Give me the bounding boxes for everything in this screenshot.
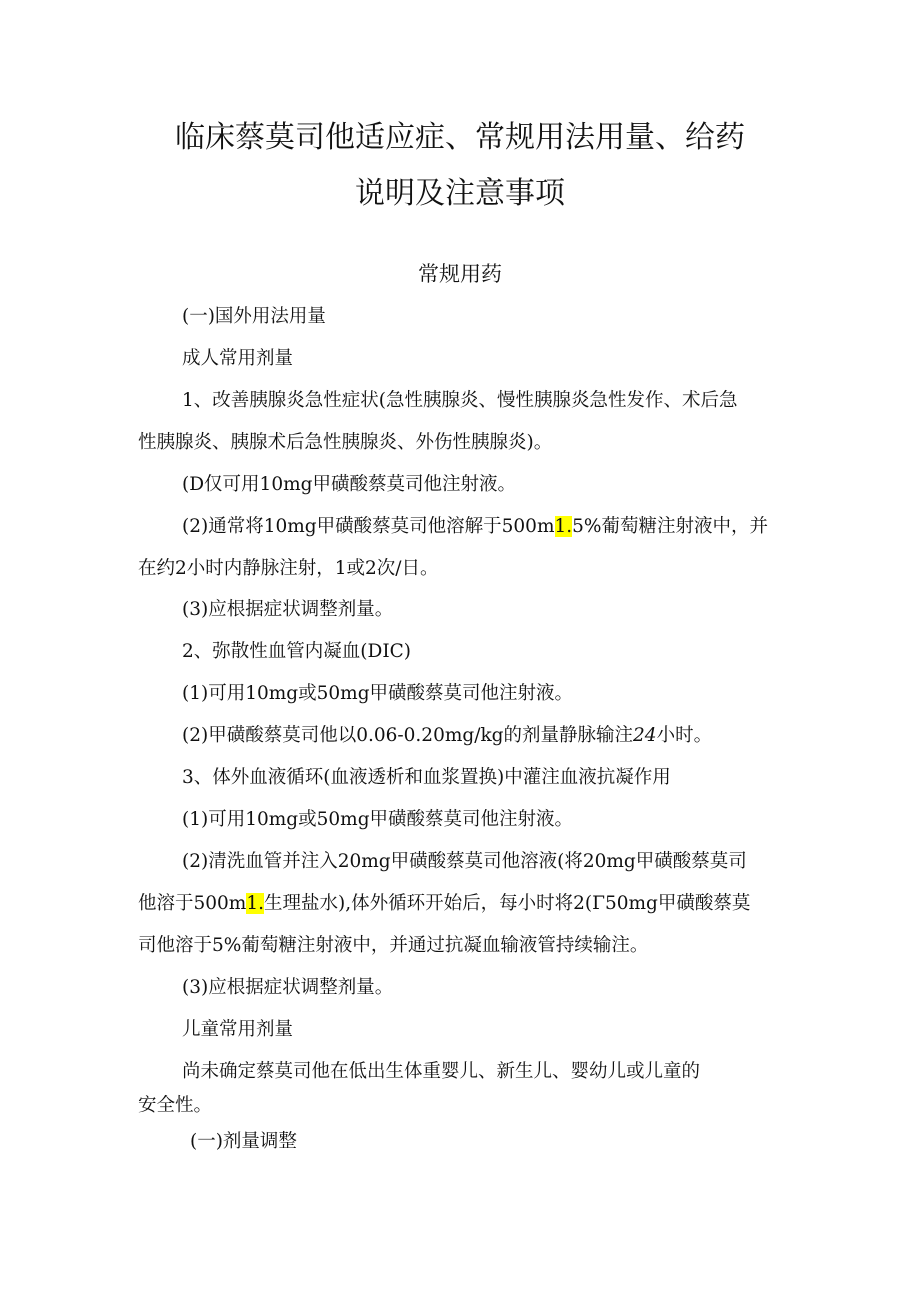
text-segment: 5%葡萄糖注射液中，并: [572, 516, 769, 537]
highlighted-text: 1.: [246, 893, 265, 914]
italic-text: 24: [633, 725, 657, 746]
paragraph-line: 司他溶于5%葡萄糖注射液中，并通过抗凝血输液管持续输注。: [138, 935, 649, 956]
paragraph-line: (一)国外用法用量: [182, 306, 326, 327]
paragraph-line: 成人常用剂量: [182, 348, 294, 369]
paragraph-line: [182, 515, 768, 539]
paragraph-line: 性胰腺炎、胰腺术后急性胰腺炎、外伤性胰腺炎)。: [138, 432, 553, 453]
paragraph-line: 尚未确定蔡莫司他在低出生体重婴儿、新生儿、婴幼儿或儿童的: [182, 1061, 701, 1082]
section-heading: 常规用药: [418, 262, 502, 286]
paragraph-line: (3)应根据症状调整剂量。: [182, 977, 394, 998]
text-segment: 他溶于500m: [138, 893, 247, 914]
paragraph-line: 安全性。: [138, 1095, 213, 1116]
paragraph-line: (3)应根据症状调整剂量。: [182, 599, 394, 620]
text-segment: (2)甲磺酸蔡莫司他以0.06-0.20mg/kg的剂量静脉输注: [182, 725, 634, 746]
paragraph-line: (2)清洗血管并注入20mg甲磺酸蔡莫司他溶液(将20mg甲磺酸蔡莫司: [182, 851, 747, 872]
paragraph-line: 3、体外血液循环(血液透析和血浆置换)中灌注血液抗凝作用: [182, 767, 671, 788]
highlighted-text: 1.: [554, 516, 573, 537]
document-title-line-2: 说明及注意事项: [355, 176, 565, 211]
paragraph-line: [182, 724, 712, 748]
paragraph-line: 2、弥散性血管内凝血(DIC): [182, 641, 412, 662]
paragraph-line: 在约2小时内静脉注射，1或2次/日。: [138, 558, 439, 579]
text-segment: (2)通常将10mg甲磺酸蔡莫司他溶解于500m: [182, 516, 555, 537]
paragraph-line: (1)可用10mg或50mg甲磺酸蔡莫司他注射液。: [182, 809, 574, 830]
paragraph-line: [138, 892, 750, 916]
paragraph-line: (1)可用10mg或50mg甲磺酸蔡莫司他注射液。: [182, 683, 574, 704]
paragraph-line: (一)剂量调整: [190, 1131, 297, 1152]
paragraph-line: 儿童常用剂量: [182, 1019, 294, 1040]
paragraph-line: 1、改善胰腺炎急性症状(急性胰腺炎、慢性胰腺炎急性发作、术后急: [182, 390, 738, 411]
paragraph-line: (D仅可用10mg甲磺酸蔡莫司他注射液。: [182, 474, 516, 495]
document-title-line-1: 临床蔡莫司他适应症、常规用法用量、给药: [175, 120, 745, 155]
text-segment: 生理盐水),体外循环开始后，每小时将2(Γ50mg甲磺酸蔡莫: [264, 893, 751, 914]
text-segment: 小时。: [656, 725, 713, 746]
